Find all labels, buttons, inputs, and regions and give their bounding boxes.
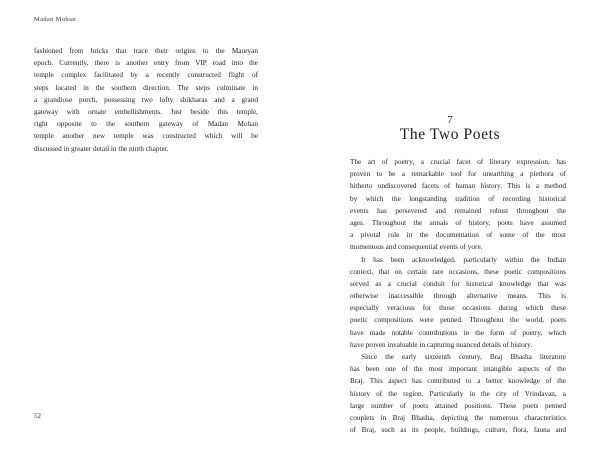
text-line: of Braj, such as its people, buildings, culture, flora, fauna and [350,426,566,435]
right-page [300,0,600,450]
text-line: right opposite to the southern gateway of Madan Mohan [34,120,258,129]
text-line: couplets in Braj Bhasha, depicting the numerous characteristics [350,413,566,422]
text-line: Braj. This aspect has contributed to a better knowledge of the [350,377,566,386]
chapter-title: The Two Poets [399,126,501,143]
text-line: by which the longstanding tradition of recording historical [350,194,566,203]
text-line: otherwise inaccessible through alternative means. This is [350,292,566,301]
text-line: a grandiose porch, possessing two lofty shikharas and a grand [34,95,258,104]
text-line: hitherto undiscovered facets of human history. This is a method [350,182,566,191]
paragraph-2 [350,254,566,352]
left-page-body [34,45,258,155]
text-line: The art of poetry, a crucial facet of literary expression, has [350,158,566,166]
right-page-body [350,156,566,436]
text-line: served as a crucial conduit for historical knowledge that was [350,279,566,288]
text-line: has been one of the most important intangible aspects of the [350,365,566,374]
text-line: momentous and consequential events of yore. [350,243,483,252]
text-line: proven to be a remarkable tool for unearthing a plethora of [350,170,566,179]
text-line: especially veracious for those occasions during which these [350,304,566,313]
text-line: temple another new temple was constructed which will be [34,132,258,141]
paragraph-1 [350,156,566,254]
text-line: temple complex facilitated by a recently constructed flight of [34,71,258,80]
text-line: have made notable contributions in the form of poetry, which [350,328,566,337]
text-line: steps located in the southern direction. The steps culminate in [34,83,258,92]
text-line: epoch. Currently, there is another entry from VIP road into the [34,59,258,68]
text-line: poetic compositions were penned. Throughout the world, poets [350,316,566,325]
text-line: ages. Throughout the annals of history, poets have assumed [350,218,566,227]
text-line: history of the region. Particularly in the city of Vrindavan, a [350,389,566,398]
text-line: events has persevered and remained robust throughout the [350,206,566,215]
text-line: fashioned from bricks that trace their origins to the Mauryan [34,47,258,55]
page-number: 52 [34,412,41,420]
text-line: gateway with ornate embellishments. Just beside this temple, [34,107,258,116]
text-line: discussed in greater detail in the ninth chapter. [34,144,169,153]
paragraph-3 [350,351,566,436]
text-line: Since the early sixteenth century, Braj Bhasha literature [361,353,566,361]
running-head: Madan Mohan [34,16,76,23]
text-line: It has been acknowledged, particularly within the Indian [361,255,566,264]
text-line: context, that on certain rare occasions, these poetic compositions [350,267,566,276]
text-line: have proven invaluable in capturing nuanced details of history. [350,340,533,349]
text-line: large number of poets attained positions. These poets penned [350,401,566,410]
text-line: a pivotal role in the documentation of some of the most [350,231,566,240]
chapter-number: 7 [447,114,453,126]
